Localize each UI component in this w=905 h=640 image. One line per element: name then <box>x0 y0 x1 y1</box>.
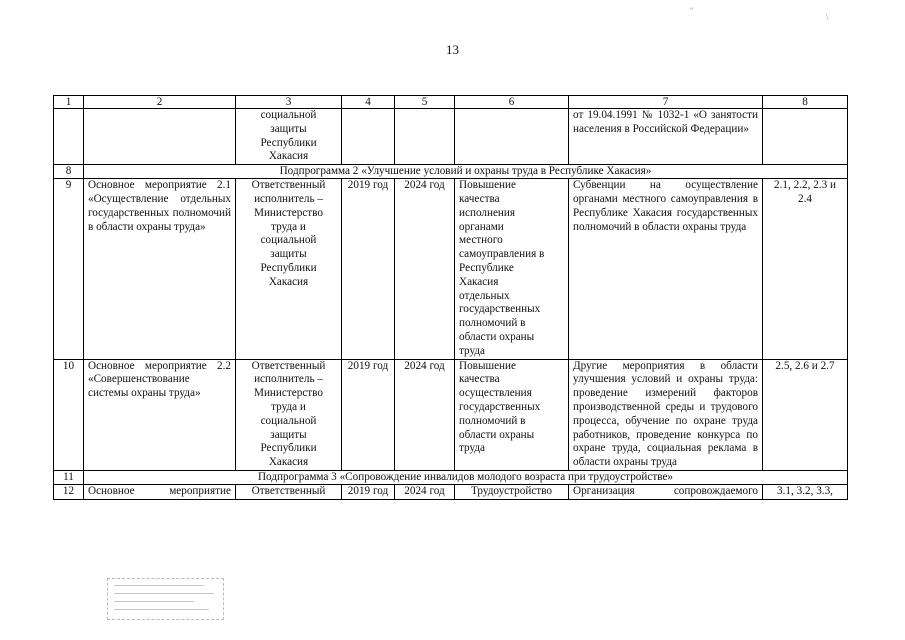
cell-line: отдельных <box>459 289 510 302</box>
cell-line: местного <box>459 234 503 247</box>
cell-line: социальной <box>260 414 317 427</box>
activity-cell: Основное мероприятие <box>84 484 236 499</box>
cell-line: Министерство <box>254 206 323 219</box>
result-cell <box>455 359 569 470</box>
scan-tick-mark: " <box>690 6 694 16</box>
page-number: 13 <box>446 42 459 57</box>
cell-line: области охраны <box>459 330 535 343</box>
cell-line: Хакасия <box>268 150 309 163</box>
header-cell: 4 <box>342 96 395 109</box>
cell-line: государственных <box>459 303 541 316</box>
header-cell: 5 <box>395 96 455 109</box>
cell-line: качества <box>459 373 500 386</box>
cell-line: государственных <box>459 400 541 413</box>
cell-line: защиты <box>270 428 307 441</box>
row-number-cell: 12 <box>54 484 84 499</box>
scan-tick-mark: \ <box>826 12 829 22</box>
activity-cell: Основное мероприятие 2.2 «Совершенствование системы охраны труда» <box>84 359 236 470</box>
header-cell: 2 <box>84 96 236 109</box>
cell-line: труда и <box>271 220 306 233</box>
cell-line: качества <box>459 192 500 205</box>
program-table <box>53 95 848 500</box>
start-year-cell: 2019 год <box>342 359 395 470</box>
row-number-cell: 11 <box>54 470 84 484</box>
table-row <box>54 179 848 359</box>
start-year-cell: 2019 год <box>342 179 395 359</box>
row-number-cell <box>54 109 84 165</box>
cell-line: исполнения <box>459 206 516 219</box>
row-number-cell: 8 <box>54 165 84 179</box>
cell-line: труда <box>459 442 486 455</box>
executor-cell <box>236 359 342 470</box>
indicator-cell <box>763 109 848 165</box>
cell-line: Повышение <box>459 359 516 372</box>
row-number-cell: 10 <box>54 359 84 470</box>
executor-cell <box>236 179 342 359</box>
header-cell: 7 <box>569 96 763 109</box>
cell-line: органами <box>459 220 504 233</box>
indicator-cell: 3.1, 3.2, 3.3, <box>763 484 848 499</box>
result-cell: Трудоустройство <box>455 484 569 499</box>
cell-line: Республики <box>260 442 317 455</box>
start-year-cell <box>342 109 395 165</box>
table-row <box>54 359 848 470</box>
table-header-row <box>54 96 848 109</box>
end-year-cell: 2024 год <box>395 179 455 359</box>
cell-line: защиты <box>270 248 307 261</box>
end-year-cell: 2024 год <box>395 359 455 470</box>
indicator-cell: 2.5, 2.6 и 2.7 <box>763 359 848 470</box>
cell-line: труда и <box>271 400 306 413</box>
description-cell: от 19.04.1991 № 1032-1 «О занятости населения в Российской Федерации» <box>569 109 763 165</box>
activity-cell: Основное мероприятие 2.1 «Осуществление отдельных государственных полномочий в области охраны труда» <box>84 179 236 359</box>
result-cell <box>455 109 569 165</box>
description-cell: Другие мероприятия в области улучшения условий и охраны труда: проведение измерений факторов производственной среды и трудового процесса, обучение по охране труда работников, проведение конкурса по охране труда, социальная реклама в области охраны труда <box>569 359 763 470</box>
cell-line: Республике <box>459 261 514 274</box>
cell-line: Министерство <box>254 387 323 400</box>
cell-line: социальной <box>260 109 317 121</box>
cell-line: Хакасия <box>268 456 309 469</box>
header-cell: 6 <box>455 96 569 109</box>
cell-line: полномочий в <box>459 414 526 427</box>
executor-cell <box>236 109 342 165</box>
cell-line: защиты <box>270 122 307 135</box>
cell-line: Республики <box>260 136 317 149</box>
cell-line: Хакасия <box>268 275 309 288</box>
header-cell: 1 <box>54 96 84 109</box>
subprogram-title: Подпрограмма 3 «Сопровождение инвалидов молодого возраста при трудоустройстве» <box>84 470 848 484</box>
cell-line: социальной <box>260 234 317 247</box>
description-cell: Субвенции на осуществление органами местного самоуправления в Республике Хакасия государственных полномочий в области охраны труда <box>569 179 763 359</box>
subprogram-row <box>54 470 848 484</box>
activity-cell <box>84 109 236 165</box>
cell-line: Ответственный <box>251 179 326 192</box>
header-cell: 3 <box>236 96 342 109</box>
description-cell: Организация сопровождаемого <box>569 484 763 499</box>
cell-line: исполнитель – <box>254 373 323 386</box>
subprogram-title: Подпрограмма 2 «Улучшение условий и охраны труда в Республике Хакасия» <box>84 165 848 179</box>
subprogram-row <box>54 165 848 179</box>
cell-line: области охраны <box>459 428 535 441</box>
end-year-cell <box>395 109 455 165</box>
cell-line: Повышение <box>459 179 516 192</box>
table-row <box>54 484 848 499</box>
registration-stamp <box>107 578 224 620</box>
executor-cell: Ответственный <box>236 484 342 499</box>
header-cell: 8 <box>763 96 848 109</box>
result-cell <box>455 179 569 359</box>
cell-line: Хакасия <box>459 275 499 288</box>
cell-line: Республики <box>260 261 317 274</box>
cell-line: Ответственный <box>251 359 326 372</box>
row-number-cell: 9 <box>54 179 84 359</box>
end-year-cell: 2024 год <box>395 484 455 499</box>
cell-line: полномочий в <box>459 317 526 330</box>
cell-line: труда <box>459 344 486 357</box>
start-year-cell: 2019 год <box>342 484 395 499</box>
table-row <box>54 109 848 165</box>
cell-line: осуществления <box>459 387 532 400</box>
cell-line: исполнитель – <box>254 192 323 205</box>
cell-line: самоуправления в <box>459 248 545 261</box>
indicator-cell: 2.1, 2.2, 2.3 и 2.4 <box>763 179 848 359</box>
